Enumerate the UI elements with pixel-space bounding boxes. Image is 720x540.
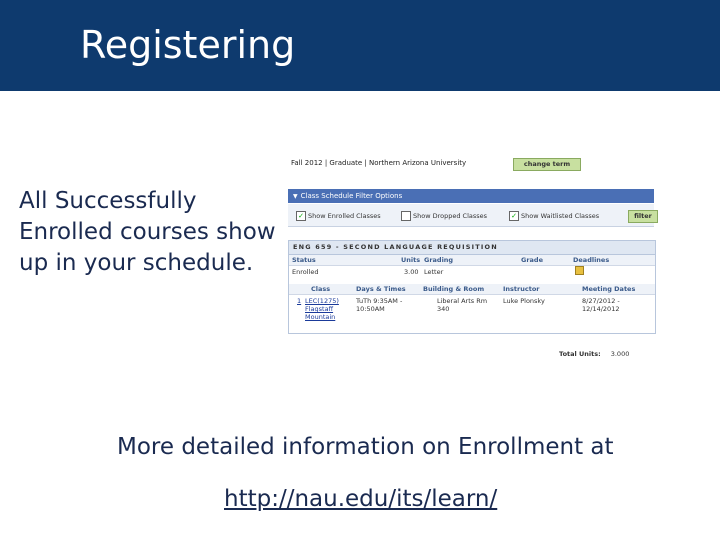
total-units [559, 350, 629, 358]
description-line-2: Enrolled courses show [19, 219, 276, 245]
status-header-row [289, 255, 655, 266]
location-line-1[interactable]: Flagstaff [305, 305, 334, 313]
course-title: ENG 659 - SECOND LANGUAGE REQUISITION [289, 241, 655, 255]
class-section-link[interactable]: LEC(1275) [305, 297, 339, 305]
days-line-2: 10:50AM [356, 305, 385, 313]
status-value: Enrolled [292, 268, 319, 276]
grading-value: Letter [424, 268, 444, 276]
deadlines-header: Deadlines [573, 256, 610, 264]
show-dropped-option[interactable] [401, 211, 487, 221]
units-value: 3.00 [404, 268, 419, 276]
dates-line-2: 12/14/2012 [582, 305, 620, 313]
class-number-link[interactable]: 1 [297, 297, 302, 305]
grading-header: Grading [424, 256, 454, 264]
show-enrolled-option[interactable] [296, 211, 381, 221]
room-line-1: Liberal Arts Rm [437, 297, 488, 305]
calendar-icon[interactable] [575, 266, 584, 275]
course-box [288, 240, 656, 334]
show-waitlisted-label: Show Waitlisted Classes [521, 212, 600, 220]
filter-button[interactable]: filter [628, 210, 658, 223]
location-line-2[interactable]: Mountain [305, 313, 336, 321]
total-units-label: Total Units: [559, 350, 601, 358]
units-header: Units [401, 256, 421, 264]
more-info-text: More detailed information on Enrollment at [117, 434, 614, 460]
show-dropped-label: Show Dropped Classes [413, 212, 488, 220]
checkbox-unchecked-icon[interactable] [401, 211, 411, 221]
class-header: Class [311, 285, 331, 293]
days-times-header: Days & Times [356, 285, 406, 293]
status-row [289, 266, 655, 284]
learn-link[interactable]: http://nau.edu/its/learn/ [224, 486, 498, 512]
description-line-3: up in your schedule. [19, 250, 254, 276]
term-info: Fall 2012 | Graduate | Northern Arizona University [291, 159, 467, 167]
grade-header: Grade [521, 256, 543, 264]
instructor-value: Luke Plonsky [503, 297, 545, 305]
filter-options-panel [288, 204, 654, 227]
instructor-header: Instructor [503, 285, 540, 293]
status-header: Status [292, 256, 316, 264]
collapse-triangle-icon: ▼ [293, 193, 298, 200]
title-bar [0, 0, 720, 91]
schedule-screenshot [283, 152, 655, 364]
class-header-row [289, 284, 655, 295]
meeting-dates-header: Meeting Dates [582, 285, 636, 293]
show-enrolled-label: Show Enrolled Classes [308, 212, 381, 220]
class-row [289, 295, 655, 325]
checkbox-checked-icon[interactable]: ✓ [509, 211, 519, 221]
filter-options-header[interactable] [288, 189, 654, 203]
filter-options-title: Class Schedule Filter Options [300, 192, 403, 200]
slide-title: Registering [80, 23, 296, 67]
days-line-1: TuTh 9:35AM - [356, 297, 403, 305]
change-term-button[interactable]: change term [513, 158, 581, 171]
room-line-2: 340 [437, 305, 450, 313]
checkbox-checked-icon[interactable]: ✓ [296, 211, 306, 221]
total-units-value: 3.000 [610, 350, 630, 358]
building-room-header: Building & Room [423, 285, 485, 293]
dates-line-1: 8/27/2012 - [582, 297, 620, 305]
show-waitlisted-option[interactable] [509, 211, 599, 221]
description-line-1: All Successfully [19, 188, 197, 214]
left-description [19, 186, 281, 279]
